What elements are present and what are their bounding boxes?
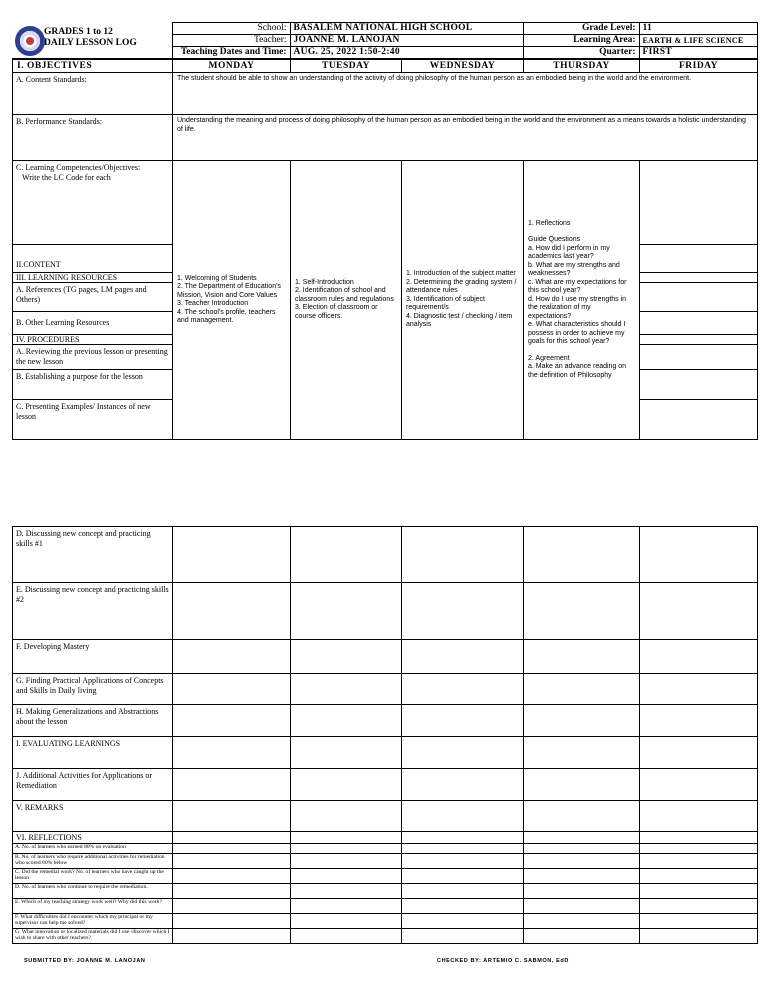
reflections-label: VI. REFLECTIONS — [13, 832, 173, 844]
dates-value: AUG. 25, 2022 1:50-2:40 — [290, 47, 523, 59]
competencies-label — [13, 161, 173, 245]
additional-label: J. Additional Activities for Applications or Remediation — [13, 769, 173, 801]
area-label: Learning Area: — [523, 35, 639, 47]
log-title — [12, 23, 172, 59]
reflection-item-e: E. Which of my teaching strategy work well? Why did this work? — [13, 898, 173, 913]
thursday-line — [528, 347, 635, 355]
presenting-label: C. Presenting Examples/ Instances of new lesson — [13, 400, 173, 440]
reflection-item-g: G. What innovation or localized materials did I use /discover which I wish to share with other teachers? — [13, 928, 173, 943]
thursday-line: b. What are my strengths and weaknesses? — [528, 261, 620, 278]
thursday-line: a. Make an advance reading on the definition of Philosophy — [528, 363, 627, 379]
discussing1-label: D. Discussing new concept and practicing skills #1 — [13, 527, 173, 583]
thursday-line: Guide Questions — [528, 236, 581, 244]
day-friday: FRIDAY — [640, 60, 758, 73]
thursday-line: c. What are my expectations for this school year? — [528, 278, 627, 295]
friday-cell — [640, 245, 758, 273]
reflection-item-d: D. No. of learners who continue to require the remediation. — [13, 883, 173, 898]
wednesday-cell — [402, 161, 524, 440]
friday-cell — [640, 283, 758, 312]
monday-line: 1. Welcoming of Students — [177, 274, 257, 282]
thursday-line: d. How do I use my strengths in the realization of my expectations? — [528, 295, 627, 320]
wednesday-line: 2. Determining the grading system / attendance rules — [406, 278, 517, 295]
resources-label: III. LEARNING RESOURCES — [13, 273, 173, 283]
reflection-item-f: F. What difficulties did I encounter which my principal or my supervisor can help me solved? — [13, 913, 173, 928]
friday-cell — [640, 345, 758, 370]
teacher-value: JOANNE M. LANOJAN — [290, 35, 523, 47]
remarks-label: V. REMARKS — [13, 801, 173, 832]
thursday-line: e. What characteristics should I possess in order to achieve my goals for this school year? — [528, 321, 626, 346]
tuesday-line: 1. Self-Introduction — [295, 278, 354, 286]
friday-cell — [640, 273, 758, 283]
practical-label: G. Finding Practical Applications of Concepts and Skills in Daily living — [13, 674, 173, 705]
reflections-table — [12, 844, 758, 944]
performance-standards-text: Understanding the meaning and process of doing philosophy of the human person as an embodied being in the world and the environment as a means towards a holistic understanding of life. — [173, 115, 758, 161]
monday-line: 4. The school's profile, teachers and management. — [177, 308, 276, 324]
wednesday-line: 1. Introduction of the subject matter — [406, 270, 516, 278]
header-table — [12, 22, 758, 59]
thursday-line — [528, 228, 635, 236]
reflection-item-b: B. No. of learners who require additional activities for remediation who scored 80% below — [13, 853, 173, 868]
title-line-1: GRADES 1 to 12 — [44, 26, 113, 37]
school-value: BASALEM NATIONAL HIGH SCHOOL — [290, 23, 523, 35]
grade-label: Grade Level: — [523, 23, 639, 35]
grade-value: 11 — [639, 23, 757, 35]
thursday-line: 2. Agreement — [528, 354, 570, 362]
monday-line: 3. Teacher Introduction — [177, 300, 249, 307]
competencies-line-2: Write the LC Code for each — [22, 173, 111, 182]
title-line-2: DAILY LESSON LOG — [44, 37, 137, 48]
monday-cell — [173, 161, 291, 440]
content-standards-label: A. Content Standards: — [13, 73, 173, 115]
wednesday-line: 4. Diagnostic test / checking / item analysis — [406, 312, 513, 329]
lesson-table — [12, 59, 758, 440]
wednesday-line: 3. Identification of subject requirement/s — [406, 295, 485, 312]
objectives-heading: I. OBJECTIVES — [13, 60, 173, 73]
performance-standards-label: B. Performance Standards: — [13, 115, 173, 161]
content-standards-text: The student should be able to show an understanding of the activity of doing philosophy of the human person as an embodied being in the world and the environment. — [173, 73, 758, 115]
friday-cell — [640, 312, 758, 335]
day-wednesday: WEDNESDAY — [402, 60, 524, 73]
lesson-log-page-2 — [12, 526, 757, 944]
content-label: II.CONTENT — [13, 245, 173, 273]
purpose-label: B. Establishing a purpose for the lesson — [13, 370, 173, 400]
lesson-table-continued — [12, 526, 758, 844]
friday-cell — [640, 335, 758, 345]
monday-line: 2. The Department of Education's Mission, Vision and Core Values — [177, 283, 281, 299]
checked-by: CHECKED BY: ARTEMIO C. SABMON, EdD — [437, 958, 569, 964]
discussing2-label: E. Discussing new concept and practicing skills #2 — [13, 583, 173, 640]
day-thursday: THURSDAY — [524, 60, 640, 73]
day-monday: MONDAY — [173, 60, 291, 73]
friday-cell — [640, 400, 758, 440]
tuesday-line: 2. Identification of school and classroom rules and regulations — [295, 287, 394, 303]
area-value: EARTH & LIFE SCIENCE — [639, 35, 757, 47]
generalization-label: H. Making Generalizations and Abstractions about the lesson — [13, 705, 173, 737]
teacher-label: Teacher: — [172, 35, 290, 47]
mastery-label: F. Developing Mastery — [13, 640, 173, 674]
procedures-label: IV. PROCEDURES — [13, 335, 173, 345]
tuesday-cell — [291, 161, 402, 440]
quarter-value: FIRST — [639, 47, 757, 59]
other-resources-label: B. Other Learning Resources — [13, 312, 173, 335]
submitted-by: SUBMITTED BY: JOANNE M. LANOJAN — [24, 958, 146, 964]
reviewing-label: A. Reviewing the previous lesson or presenting the new lesson — [13, 345, 173, 370]
dates-label: Teaching Dates and Time: — [172, 47, 290, 59]
references-label: A. References (TG pages, LM pages and Others) — [13, 283, 173, 312]
competencies-line-1: C. Learning Competencies/Objectives: — [16, 163, 141, 172]
friday-cell — [640, 161, 758, 245]
tuesday-line: 3. Election of classroom or course officers. — [295, 304, 378, 320]
reflection-item-a: A. No. of learners who earned 80% on evaluation — [13, 844, 173, 853]
thursday-line: a. How did I perform in my academics last year? — [528, 244, 610, 261]
quarter-label: Quarter: — [523, 47, 639, 59]
friday-cell — [640, 370, 758, 400]
school-label: School: — [172, 23, 290, 35]
thursday-line: 1. Reflections — [528, 219, 571, 227]
lesson-log-page-1 — [12, 22, 757, 440]
thursday-cell — [524, 161, 640, 440]
day-tuesday: TUESDAY — [291, 60, 402, 73]
reflection-item-c: C. Did the remedial work? No. of learners who have caught up the lesson — [13, 868, 173, 883]
evaluating-label: I. EVALUATING LEARNINGS — [13, 737, 173, 769]
